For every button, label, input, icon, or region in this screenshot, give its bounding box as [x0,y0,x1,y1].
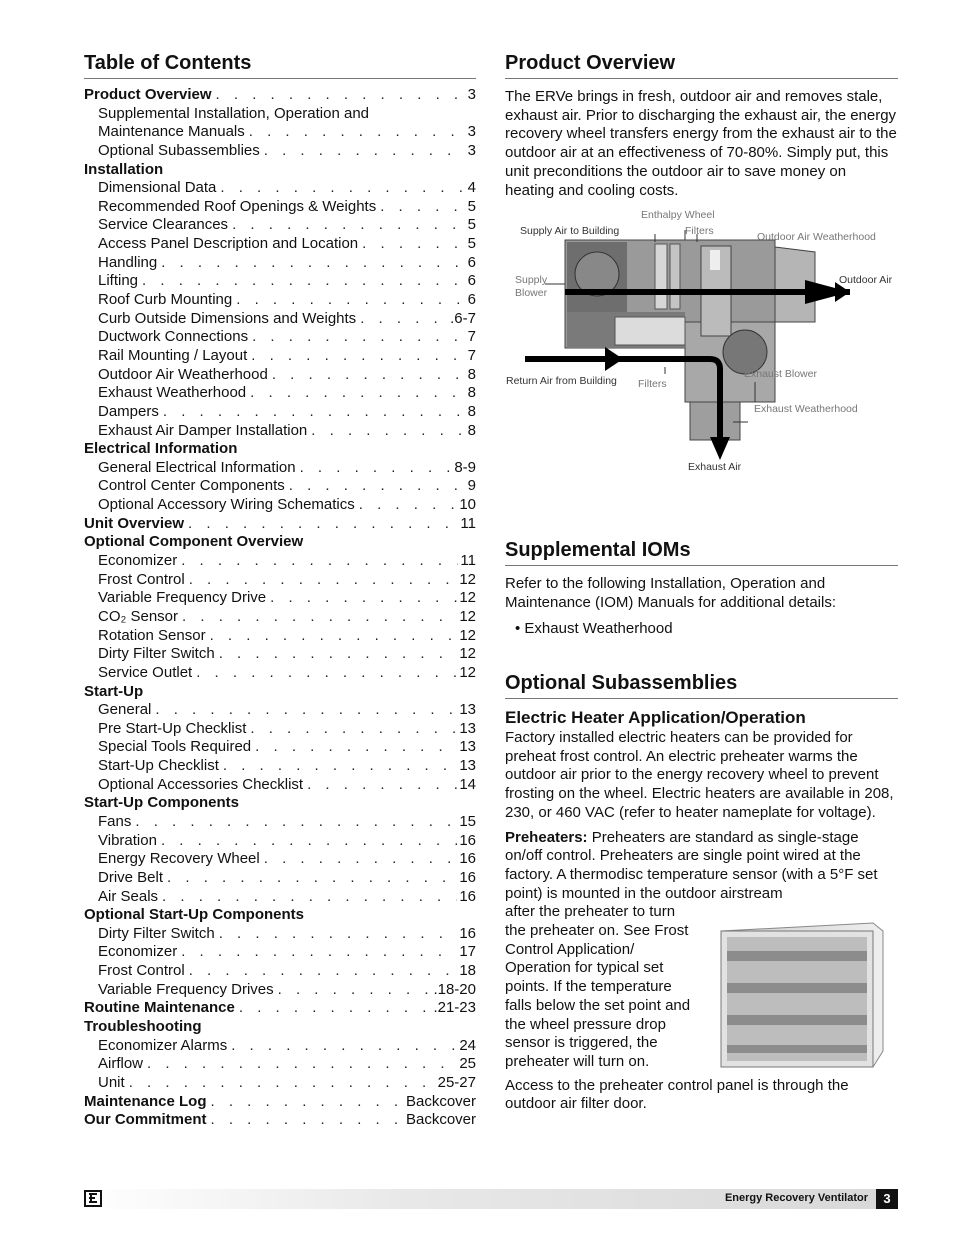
toc-entry [84,869,476,888]
toc-entry-page [237,440,239,459]
preheaters-text-1 [505,829,898,904]
supplemental-section [505,537,898,639]
toc-leader-dots [215,645,458,664]
preheaters-text-1a: Preheaters are standard as single-stage on/off control. Preheaters are single point wired at the factory. A thermodisc temperature sensor (with a 5°F set point) is mounted in the outdoor airstream [505,828,878,902]
label-outdoor-weatherhood: Outdoor Air Weatherhood [757,231,876,244]
toc-entry-page: 6 [467,291,476,309]
toc-entry-title: Special Tools Required [98,738,252,756]
label-exhaust-air: Exhaust Air [688,461,742,474]
toc-entry [84,888,476,907]
toc-entry [84,850,476,869]
toc-entry [84,1074,476,1093]
toc-entry-page: 12 [459,607,476,625]
toc-leader-dots [178,608,457,627]
toc-entry [84,962,476,981]
toc-entry-title: Dirty Filter Switch [98,645,215,663]
toc-entry-page: 7 [467,346,476,364]
toc-entry-title: Lifting [98,272,139,290]
toc-entry-title: Optional Subassemblies [98,141,260,159]
toc-entry-page: Backcover [405,1111,476,1129]
toc-entry [84,571,476,590]
erv-diagram [505,209,898,502]
toc-entry [84,776,476,795]
preheater-wrap [505,903,898,1071]
toc-entry-title: Variable Frequency Drives [98,980,274,998]
toc-leader-dots [260,850,458,869]
toc-leader-dots [185,571,458,590]
toc-leader-dots [246,384,466,403]
toc-entry-page [143,683,145,702]
toc-entry-title: Outdoor Air Weatherhood [98,365,268,383]
toc-entry [84,179,476,198]
toc-entry-title: Economizer [98,943,178,961]
optional-subassemblies-section [505,670,898,1114]
toc-entry-title: Access Panel Description and Location [98,235,359,253]
toc-leader-dots [260,142,466,161]
toc-entry-title: Product Overview [84,86,212,103]
supplemental-bullet: • Exhaust Weatherhood [515,620,673,638]
toc-entry-title: Maintenance Log [84,1092,207,1110]
page-number: 3 [876,1189,898,1209]
toc-entry-page: 5 [467,216,476,234]
toc-title: Table of Contents [84,50,476,79]
toc-entry [84,459,476,478]
toc-entry-page: 7 [467,328,476,346]
label-filters-top: Filters [685,225,714,238]
toc-entry [84,813,476,832]
toc-entry-page: 13 [459,719,476,737]
toc-entry-title: Start-Up Checklist [98,757,219,775]
toc-entry-page [163,161,165,180]
toc-entry-title: Start-Up [84,682,144,700]
toc-entry [84,310,476,329]
toc-leader-dots [285,477,466,496]
toc-entry-title: Exhaust Weatherhood [98,384,247,402]
toc-entry-title: Dimensional Data [98,179,217,197]
toc-leader-dots [219,757,457,776]
toc-leader-dots [235,999,432,1018]
toc-entry-title: General Electrical Information [98,458,296,476]
toc-entry-title: Fans [98,812,132,830]
toc-entry-page: 13 [459,701,476,719]
toc-entry-page: 12 [459,645,476,663]
toc-entry [84,291,476,310]
toc-leader-dots [125,1074,436,1093]
toc-entry-title: Start-Up Components [84,794,239,812]
toc-entry-page: 16 [459,831,476,849]
toc-entry-page [304,906,306,925]
toc-entry-title: General [98,701,152,719]
supplemental-text: Refer to the following Installation, Operation and Maintenance (IOM) Manuals for additional details: [505,575,836,611]
toc-leader-dots [216,179,465,198]
toc-entry-page: 6 [467,272,476,290]
toc-leader-dots [232,291,465,310]
toc-leader-dots [268,366,466,385]
toc-entry-title: Vibration [98,831,157,849]
toc-entry-page: 11 [460,552,476,570]
toc-leader-dots [207,1093,404,1112]
toc-leader-dots [184,515,458,534]
toc-entry-title: Optional Accessory Wiring Schematics [98,496,355,514]
product-overview-title: Product Overview [505,50,898,79]
toc-entry-page: 11 [460,514,476,532]
toc-entry-page: 13 [459,738,476,756]
footer-title: Energy Recovery Ventilator [724,1192,868,1204]
erv-cutaway-illustration [505,212,898,502]
toc-entry-page: 3 [467,141,476,159]
toc-leader-dots [215,925,458,944]
toc-entry [84,1093,476,1112]
toc-entry-title: Frost Control [98,962,185,980]
toc-entry-page: 8-9 [454,458,476,476]
toc-entry-title: Airflow [98,1055,144,1073]
toc-leader-dots [177,943,457,962]
toc-entry-page: 12 [459,570,476,588]
toc-entry-title: Rail Mounting / Layout [98,346,248,364]
toc-entry-page [369,105,371,124]
toc-entry [84,794,476,813]
preheaters-label: Preheaters: [505,828,588,846]
toc-entry-page: 4 [467,179,476,197]
toc-entry-title: Service Clearances [98,216,229,234]
toc-entry [84,142,476,161]
toc-entry-title: Recommended Roof Openings & Weights [98,197,377,215]
access-text: Access to the preheater control panel is through the outdoor air filter door. [505,1076,849,1113]
toc-entry-title: Unit [98,1073,125,1091]
electric-heater-subtitle: Electric Heater Application/Operation [505,708,806,727]
toc-leader-dots [266,589,457,608]
toc-entry [84,235,476,254]
toc-entry-page: 16 [459,850,476,868]
toc-leader-dots [358,235,466,254]
toc-entry-page: 5 [467,197,476,215]
label-filters-bottom: Filters [638,378,667,391]
toc-entry-page: 17 [459,943,476,961]
toc-leader-dots [158,888,457,907]
toc-entry-page [303,533,305,552]
toc-entry-page: 8 [467,402,476,420]
toc-entry-title: Service Outlet [98,663,193,681]
toc-entry-page: .6-7 [450,309,476,327]
toc-entry [84,328,476,347]
label-exhaust-blower: Exhaust Blower [744,368,817,381]
toc-entry-title: CO₂ Sensor [98,607,179,625]
label-supply-air: Supply Air to Building [520,225,620,238]
toc-entry-page: 9 [467,477,476,495]
toc-leader-dots [228,216,466,235]
toc-leader-dots [143,1055,457,1074]
toc-entry-page [202,1018,204,1037]
toc-leader-dots [246,720,457,739]
toc-entry [84,683,476,702]
toc-leader-dots [185,962,458,981]
toc-entry-title: Frost Control [98,570,185,588]
toc-leader-dots [157,254,465,273]
toc-entry-title: Dampers [98,402,159,420]
toc-list [84,86,476,1130]
toc-entry [84,366,476,385]
toc-entry [84,608,476,627]
toc-leader-dots [151,701,457,720]
toc-entry-title: Curb Outside Dimensions and Weights [98,309,357,327]
toc-entry [84,1055,476,1074]
toc-entry-page: 16 [459,887,476,905]
label-outdoor-air: Outdoor Air [839,274,893,287]
product-overview-text: The ERVe brings in fresh, outdoor air and removes stale, exhaust air. Prior to discharging the exhaust air, the energy recovery wheel transfers energy from the exhaust air to the outdoor air at an effectiveness of 70-80%. Simply put, this unit preconditions the outdoor air to save money on heating and cooling costs. [505,88,897,199]
toc-leader-dots [157,832,457,851]
toc-leader-dots [207,1111,404,1130]
toc-entry-page: 3 [467,86,476,103]
toc-entry-page: .18-20 [433,980,476,998]
toc-entry [84,1111,476,1130]
toc-entry-title: Maintenance Manuals [98,123,245,141]
toc-entry-title: Routine Maintenance [84,999,235,1017]
label-enthalpy-wheel: Enthalpy Wheel [641,209,715,222]
toc-entry [84,757,476,776]
toc-entry-page: 12 [459,663,476,681]
supplemental-title: Supplemental IOMs [505,537,898,566]
toc-entry [84,272,476,291]
toc-entry-title: Exhaust Air Damper Installation [98,421,308,439]
toc-leader-dots [251,738,457,757]
toc-entry [84,589,476,608]
toc-entry [84,906,476,925]
toc-entry-page: 25 [459,1055,476,1073]
toc-entry [84,1037,476,1056]
toc-leader-dots [206,627,458,646]
toc-entry [84,403,476,422]
toc-entry-title: Optional Start-Up Components [84,906,304,924]
toc-entry-title: Dirty Filter Switch [98,924,215,942]
toc-entry [84,981,476,1000]
toc-entry-page: 5 [467,235,476,253]
toc-leader-dots [296,459,453,478]
electric-heater-text: Factory installed electric heaters can be provided for preheat frost control. An electric preheater warms the outdoor air prior to the energy recovery wheel to prevent frosting on the wheel. Electric heaters are available in 208, 230, or 460 VAC (refer to heater nameplate for voltage). [505,729,894,821]
toc-leader-dots [212,86,466,105]
toc-leader-dots [227,1037,457,1056]
toc-entry-title: Handling [98,253,158,271]
right-column [505,50,898,1113]
toc-entry-title: Unit Overview [84,514,185,532]
toc-entry [84,832,476,851]
toc-entry [84,477,476,496]
toc-entry-page: 15 [459,812,476,830]
label-return-air: Return Air from Building [506,375,617,388]
toc-entry [84,701,476,720]
preheater-photo [713,921,885,1069]
label-exhaust-weatherhood: Exhaust Weatherhood [754,403,858,416]
toc-entry [84,925,476,944]
toc-entry-page: 16 [459,924,476,942]
toc-entry [84,999,476,1018]
toc-entry [84,198,476,217]
toc-entry-title: Our Commitment [84,1111,207,1129]
page-footer [84,1189,898,1209]
toc-leader-dots [307,422,465,441]
toc-entry-page: 16 [459,868,476,886]
toc-leader-dots [248,328,466,347]
toc-entry-title: Optional Accessories Checklist [98,775,304,793]
toc-entry [84,943,476,962]
toc-entry-title: Drive Belt [98,868,164,886]
toc-entry-title: Roof Curb Mounting [98,291,233,309]
toc-entry-title: Control Center Components [98,477,285,495]
toc-leader-dots [159,403,466,422]
toc-leader-dots [356,310,448,329]
toc-entry [84,664,476,683]
toc-leader-dots [163,869,457,888]
toc-entry-page: 13 [459,757,476,775]
toc-entry [84,515,476,534]
toc-entry-page: .21-23 [433,999,476,1017]
toc-entry [84,720,476,739]
toc-entry [84,422,476,441]
toc-entry-title: Optional Component Overview [84,533,304,551]
toc-entry [84,533,476,552]
toc-entry-page: 12 [459,589,476,607]
toc-entry [84,86,476,105]
toc-leader-dots [138,272,466,291]
toc-leader-dots [245,123,466,142]
toc-entry [84,738,476,757]
label-supply-blower: Supply Blower [515,274,548,300]
toc-entry-title: Ductwork Connections [98,328,249,346]
toc-entry [84,254,476,273]
toc-leader-dots [177,552,458,571]
optional-subassemblies-title: Optional Subassemblies [505,670,898,699]
toc-entry [84,161,476,180]
toc-leader-dots [192,664,457,683]
toc-entry [84,440,476,459]
toc-entry [84,552,476,571]
toc-entry-page: 8 [467,365,476,383]
toc-leader-dots [131,813,457,832]
toc-leader-dots [303,776,457,795]
toc-entry-title: Rotation Sensor [98,626,206,644]
toc-entry-page [239,794,241,813]
toc-column [84,50,476,1130]
toc-entry-page: 10 [459,496,476,514]
toc-leader-dots [247,347,465,366]
toc-entry-title: Economizer [98,552,178,570]
toc-entry [84,216,476,235]
toc-entry [84,347,476,366]
toc-entry-title: Variable Frequency Drive [98,589,267,607]
toc-entry [84,123,476,142]
toc-leader-dots [355,496,458,515]
toc-entry-title: Economizer Alarms [98,1036,228,1054]
toc-entry-page: 6 [467,253,476,271]
toc-entry-page: 25-27 [437,1073,476,1091]
toc-entry-title: Pre Start-Up Checklist [98,719,247,737]
toc-entry [84,627,476,646]
toc-entry-title: Troubleshooting [84,1018,202,1036]
toc-entry-title: Installation [84,160,164,178]
greenheck-logo-icon [84,1190,102,1207]
toc-entry-page: 18 [459,962,476,980]
toc-entry-page: 8 [467,384,476,402]
toc-entry-page: 12 [459,626,476,644]
toc-entry [84,645,476,664]
toc-entry [84,1018,476,1037]
toc-entry-page: 3 [467,123,476,141]
toc-entry-title: Air Seals [98,887,159,905]
toc-entry [84,384,476,403]
toc-leader-dots [274,981,432,1000]
toc-entry [84,496,476,515]
toc-leader-dots [376,198,465,217]
preheaters-text-2: after the preheater to turn the preheater on. See Frost Control Application/ Operation for typical set points. If the temperature falls below the set point and the wheel pressure drop sensor is triggered, the preheater will turn on. [505,903,691,1070]
toc-entry-page: 8 [467,421,476,439]
toc-entry-page: 24 [459,1036,476,1054]
toc-entry [84,105,476,124]
toc-entry-page: Backcover [405,1092,476,1110]
toc-entry-title: Energy Recovery Wheel [98,850,260,868]
toc-entry-title: Electrical Information [84,440,238,458]
toc-entry-page: 14 [459,775,476,793]
toc-entry-title: Supplemental Installation, Operation and [98,104,370,122]
